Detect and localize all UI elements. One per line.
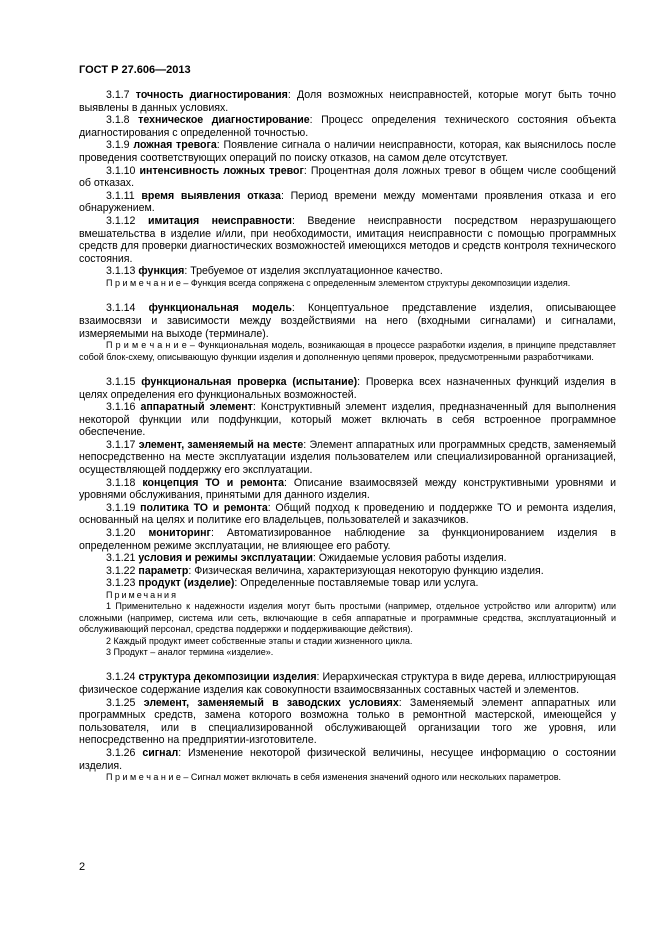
definition-text: : Иерархическая структура в виде дерева, иллюстрирующая физическое содержание изделия как совокупности взаимосвязанных составных частей и элементов. bbox=[79, 671, 616, 697]
clause-number: 3.1.23 bbox=[106, 577, 136, 590]
clause-number: 3.1.19 bbox=[106, 501, 136, 514]
definition-text: : Ожидаемые условия работы изделия. bbox=[312, 552, 507, 565]
definition-paragraph bbox=[79, 376, 616, 401]
document-body bbox=[79, 89, 616, 784]
definition-text: : Период времени между моментами проявления отказа и его обнаружением. bbox=[79, 189, 616, 215]
note-text: – Сигнал может включать в себя изменения значений одного или нескольких параметров. bbox=[180, 772, 562, 783]
defined-term: интенсивность ложных тревог bbox=[139, 164, 304, 177]
clause-number: 3.1.9 bbox=[106, 139, 130, 152]
definition-text: : Физическая величина, характеризующая некоторую функцию изделия. bbox=[188, 564, 544, 577]
note-paragraph bbox=[79, 772, 616, 783]
note-label: П р и м е ч а н и е bbox=[106, 340, 187, 351]
defined-term: имитация неисправности bbox=[147, 214, 292, 227]
note-label: П р и м е ч а н и е bbox=[106, 277, 181, 288]
notes-heading bbox=[79, 590, 616, 601]
clause-number: 3.1.11 bbox=[106, 189, 135, 202]
section-gap bbox=[79, 363, 616, 376]
page-number: 2 bbox=[79, 861, 86, 873]
clause-number: 3.1.15 bbox=[106, 375, 136, 388]
definition-text: : Процентная доля ложных тревог в общем числе сообщений об отказах. bbox=[79, 164, 616, 190]
section-gap bbox=[79, 658, 616, 671]
definition-text: : Проверка всех назначенных функций изделия в целях определения его функциональных возможностей. bbox=[79, 375, 617, 401]
clause-number: 3.1.26 bbox=[106, 747, 136, 759]
definition-text: : Автоматизированное наблюдение за функционированием изделия в определенном режиме эксплуатации, не влияющее его работу. bbox=[79, 527, 616, 552]
section-gap bbox=[79, 289, 616, 302]
clause-number: 3.1.14 bbox=[106, 302, 136, 315]
definition-paragraph bbox=[79, 190, 616, 215]
defined-term: продукт (изделие) bbox=[138, 577, 235, 590]
definition-paragraph bbox=[79, 139, 616, 164]
definition-text: : Изменение некоторой физической величины, несущее информацию о состоянии изделия. bbox=[79, 747, 616, 772]
defined-term: ложная тревога bbox=[133, 139, 217, 152]
note-item-text: 1 Применительно к надежности изделия могут быть простыми (например, отдельное устройство или алгоритм) или сложными (например, система или сеть, включающие в себя аппаратные и программные средства, эксплуатационный и обслуживающий персонал, средства поддержки и поддерживающие действия). bbox=[79, 601, 616, 635]
definition-paragraph bbox=[79, 89, 616, 114]
defined-term: техническое диагностирование bbox=[138, 114, 310, 127]
definition-text: : Общий подход к проведению и поддержке ТО и ремонта изделия, основанный на целях и политике его владельцев, пользователей и заказчиков. bbox=[79, 501, 616, 527]
clause-number: 3.1.7 bbox=[106, 89, 130, 101]
clause-number: 3.1.18 bbox=[106, 476, 136, 489]
definition-text: : Концептуальное представление изделия, описывающее взаимосвязи и зависимости между воздействиями на него (входными сигналами) и сигналами, измеряемыми на выходе (терминале). bbox=[79, 302, 616, 340]
clause-number: 3.1.21 bbox=[106, 552, 136, 565]
defined-term: аппаратный элемент bbox=[140, 401, 253, 414]
clause-number: 3.1.24 bbox=[106, 671, 136, 684]
note-item-text: 2 Каждый продукт имеет собственные этапы и стадии жизненного цикла. bbox=[106, 635, 413, 646]
clause-number: 3.1.8 bbox=[106, 114, 130, 127]
definition-text: : Введение неисправности посредством неразрушающего вмешательства в изделие и/или, при необходимости, имитация неисправности с помощью программных средств для проверки диагностических возможностей имеющихся методов и средств контроля технического состояния. bbox=[79, 214, 616, 265]
defined-term: элемент, заменяемый в заводских условиях bbox=[143, 696, 399, 709]
definition-paragraph bbox=[79, 114, 616, 139]
clause-number: 3.1.12 bbox=[106, 214, 136, 227]
definition-text: : Процесс определения технического состояния объекта диагностирования с определенной точностью. bbox=[79, 114, 616, 139]
definition-text: : Определенные поставляемые товар или услуга. bbox=[234, 577, 479, 590]
definition-paragraph bbox=[79, 747, 616, 772]
clause-number: 3.1.13 bbox=[106, 265, 136, 278]
definition-text: : Требуемое от изделия эксплуатационное качество. bbox=[184, 265, 443, 278]
definition-text: : Доля возможных неисправностей, которые могут быть точно выявлены в данных условиях. bbox=[79, 89, 617, 114]
defined-term: структура декомпозиции изделия bbox=[138, 671, 317, 684]
definition-text: : Заменяемый элемент аппаратных или программных средств, замена которого возможна только в ремонтной мастерской, имеющейся у пользователя, или в специализированной обслуживающей организации того же уровня, или непосредственно на предприятии-изготовителе. bbox=[79, 696, 616, 747]
note-text: – Функция всегда сопряжена с определенным элементом структуры декомпозиции изделия. bbox=[180, 277, 571, 288]
defined-term: условия и режимы эксплуатации bbox=[138, 552, 313, 565]
clause-number: 3.1.22 bbox=[106, 564, 136, 577]
note-item bbox=[79, 601, 616, 635]
note-item bbox=[79, 647, 616, 658]
defined-term: функциональная модель bbox=[148, 302, 292, 315]
clause-number: 3.1.25 bbox=[106, 696, 136, 709]
definition-paragraph bbox=[79, 302, 616, 340]
notes-heading-text: Примечания bbox=[106, 590, 178, 600]
definition-paragraph bbox=[79, 502, 616, 527]
definition-text: : Конструктивный элемент изделия, предназначенный для выполнения некоторой функции или подфункции, который может включать в себя встроенное программное обеспечение. bbox=[79, 401, 617, 439]
definition-paragraph bbox=[79, 165, 616, 190]
definition-paragraph bbox=[79, 577, 616, 590]
note-label: П р и м е ч а н и е bbox=[106, 772, 181, 783]
defined-term: сигнал bbox=[142, 747, 179, 759]
defined-term: функция bbox=[138, 265, 185, 278]
definition-paragraph bbox=[79, 439, 616, 477]
note-paragraph bbox=[79, 340, 616, 363]
defined-term: элемент, заменяемый на месте bbox=[138, 438, 304, 451]
definition-paragraph bbox=[79, 401, 616, 439]
defined-term: функциональная проверка (испытание) bbox=[141, 375, 358, 388]
definition-paragraph bbox=[79, 565, 616, 578]
definition-text: : Элемент аппаратных или программных средств, заменяемый непосредственно на месте эксплуатации изделия пользователем или специализированной организацией, осуществляющей поддержку его эксплуатации. bbox=[79, 438, 616, 477]
clause-number: 3.1.16 bbox=[106, 401, 136, 414]
definition-text: : Описание взаимосвязей между конструктивными уровнями и уровнями обслуживания, принятыми для данного изделия. bbox=[79, 476, 617, 502]
definition-paragraph bbox=[79, 527, 616, 552]
note-item bbox=[79, 636, 616, 647]
defined-term: концепция ТО и ремонта bbox=[142, 476, 284, 489]
note-paragraph bbox=[79, 278, 616, 289]
definition-text: : Появление сигнала о наличии неисправности, которая, как выяснилось после проведения соответствующих операций по поиску отказов, на самом деле отсутствует. bbox=[79, 139, 616, 164]
defined-term: время выявления отказа bbox=[141, 189, 281, 202]
definition-paragraph bbox=[79, 215, 616, 265]
clause-number: 3.1.10 bbox=[106, 164, 136, 177]
definition-paragraph bbox=[79, 477, 616, 502]
document-header: ГОСТ Р 27.606—2013 bbox=[79, 64, 191, 76]
definition-paragraph bbox=[79, 265, 616, 278]
note-item-text: 3 Продукт – аналог термина «изделие». bbox=[106, 647, 274, 658]
definition-paragraph bbox=[79, 671, 616, 696]
defined-term: точность диагностирования bbox=[135, 89, 288, 101]
defined-term: параметр bbox=[138, 564, 189, 577]
definition-paragraph bbox=[79, 552, 616, 565]
defined-term: мониторинг bbox=[148, 527, 211, 540]
defined-term: политика ТО и ремонта bbox=[140, 501, 268, 514]
clause-number: 3.1.17 bbox=[106, 438, 136, 451]
definition-paragraph bbox=[79, 697, 616, 747]
clause-number: 3.1.20 bbox=[106, 527, 136, 540]
note-text: – Функциональная модель, возникающая в процессе разработки изделия, в принципе представляет собой блок-схему, описывающую функции изделия и дополненную цепями проверок, предусмотренными разработчиками. bbox=[79, 340, 616, 362]
